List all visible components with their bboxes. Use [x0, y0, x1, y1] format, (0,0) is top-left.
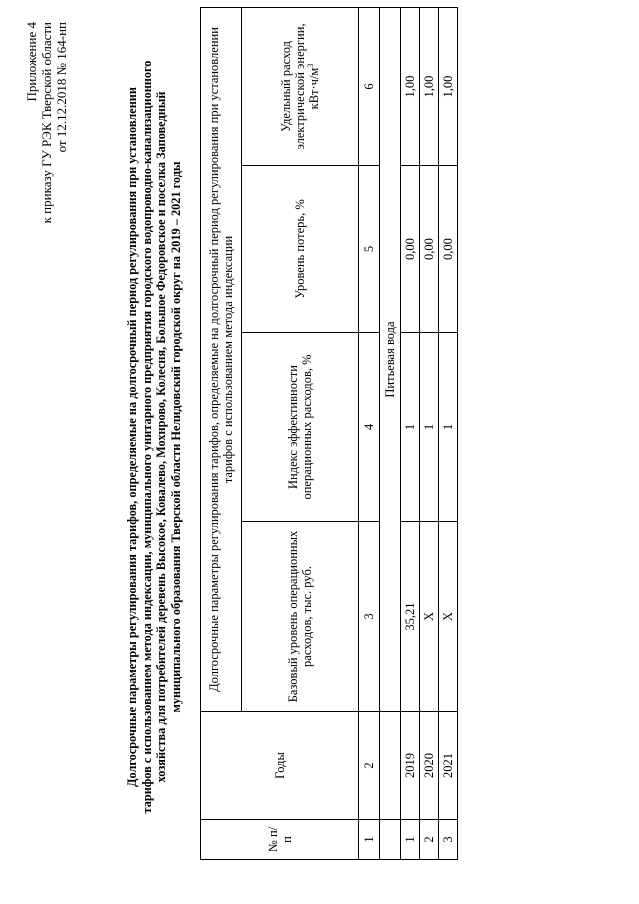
cell-base: Х	[439, 522, 458, 712]
title-line-1: Долгосрочные параметры регулирования тарифов, определяемые на долгосрочный период регулирования при установлении	[125, 87, 139, 787]
cell-index: 1	[439, 333, 458, 522]
numbering-cell: 5	[359, 166, 380, 333]
document-title	[125, 42, 183, 832]
cell-energy: 1,00	[420, 8, 439, 166]
appendix-line-3: от 12.12.2018 № 164-нп	[54, 22, 69, 153]
cell-energy: 1,00	[401, 8, 420, 166]
header-base-level: Базовый уровень операционных расходов, тыс. руб.	[242, 522, 359, 712]
numbering-cell: 3	[359, 522, 380, 712]
numbering-cell: 1	[359, 820, 380, 860]
cell-base: Х	[420, 522, 439, 712]
header-energy-sup: 3	[305, 63, 315, 68]
cell-base: 35,21	[401, 522, 420, 712]
header-efficiency-index: Индекс эффективности операционных расходов, %	[242, 333, 359, 522]
appendix-note	[24, 22, 69, 342]
section-empty	[380, 820, 401, 860]
title-line-3: хозяйства для потребителей деревень Высокое, Ковалево, Мохнрово, Колесня, Большое Федоровское и поселка Заповедный	[154, 91, 168, 783]
title-line-4: муниципального образования Тверской области Нелидовский городской округ на 2019 – 2021 годы	[168, 161, 183, 713]
header-group: Долгосрочные параметры регулирования тарифов, определяемые на долгосрочный период регулирования при установлении тарифов с использованием метода индексации	[201, 8, 242, 712]
numbering-cell: 2	[359, 712, 380, 820]
cell-losses: 0,00	[401, 166, 420, 333]
header-years: Годы	[201, 712, 359, 820]
header-row-group	[201, 8, 242, 860]
header-number: № п/п	[201, 820, 359, 860]
appendix-line-1: Приложение 4	[24, 22, 39, 102]
header-loss-level: Уровень потерь, %	[242, 166, 359, 333]
cell-losses: 0,00	[420, 166, 439, 333]
table-row	[439, 8, 458, 860]
header-energy	[242, 8, 359, 166]
cell-number: 2	[420, 820, 439, 860]
cell-year: 2020	[420, 712, 439, 820]
cell-number: 3	[439, 820, 458, 860]
cell-year: 2019	[401, 712, 420, 820]
table-row	[420, 8, 439, 860]
numbering-cell: 6	[359, 8, 380, 166]
section-empty	[380, 712, 401, 820]
cell-index: 1	[401, 333, 420, 522]
tariff-parameters-table	[200, 7, 458, 860]
header-energy-text: Удельный расход электрической энергии, кВт·ч/м	[279, 23, 321, 150]
cell-year: 2021	[439, 712, 458, 820]
cell-losses: 0,00	[439, 166, 458, 333]
table-row	[401, 8, 420, 860]
title-line-2: тарифов с использованием метода индексации, муниципального унитарного предприятия городского водопроводно-канализационного	[139, 60, 154, 814]
cell-index: 1	[420, 333, 439, 522]
numbering-row	[359, 8, 380, 860]
section-label: Питьевая вода	[380, 8, 401, 712]
section-row	[380, 8, 401, 860]
numbering-cell: 4	[359, 333, 380, 522]
cell-energy: 1,00	[439, 8, 458, 166]
cell-number: 1	[401, 820, 420, 860]
appendix-line-2: к приказу ГУ РЭК Тверской области	[39, 22, 54, 224]
